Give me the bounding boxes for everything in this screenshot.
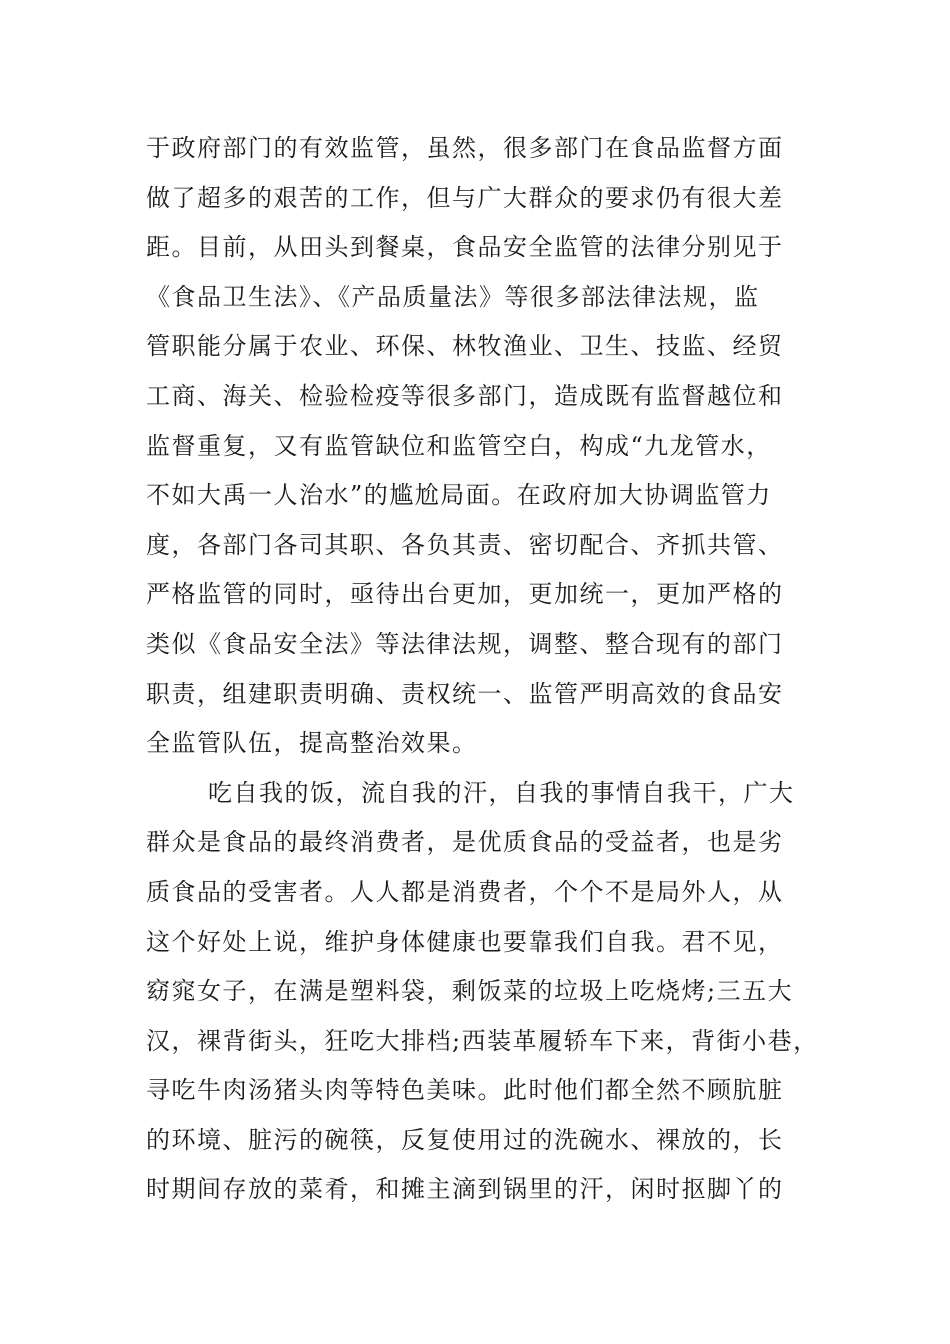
text-line: 职责，组建职责明确、责权统一、监管严明高效的食品安 [146, 679, 784, 708]
text-line: 距。目前，从田头到餐桌，食品安全监管的法律分别见于 [146, 233, 784, 262]
text-line: 做了超多的艰苦的工作，但与广大群众的要求仍有很大差 [146, 183, 784, 212]
body-text [146, 124, 826, 1215]
text-line: 管职能分属于农业、环保、林牧渔业、卫生、技监、经贸 [146, 332, 784, 361]
text-line: 时期间存放的菜肴，和摊主滴到锅里的汗，闲时抠脚丫的 [146, 1175, 784, 1204]
text-line: 寻吃牛肉汤猪头肉等特色美味。此时他们都全然不顾肮脏 [146, 1076, 784, 1105]
text-line: 工商、海关、检验检疫等很多部门，造成既有监督越位和 [146, 381, 784, 410]
text-line: 严格监管的同时，亟待出台更加，更加统一，更加严格的 [146, 580, 784, 609]
text-line: 窈窕女子，在满是塑料袋，剩饭菜的垃圾上吃烧烤;三五大 [146, 977, 794, 1006]
text-line: 的环境、脏污的碗筷，反复使用过的洗碗水、裸放的，长 [146, 1125, 784, 1154]
text-line: 监督重复，又有监管缺位和监管空白，构成“九龙管水， [146, 431, 772, 460]
text-line: 类似《食品安全法》等法律法规，调整、整合现有的部门 [146, 629, 784, 658]
text-line: 于政府部门的有效监管，虽然，很多部门在食品监督方面 [146, 134, 784, 162]
paragraph-first-line: 吃自我的饭，流自我的汗，自我的事情自我干，广大 [208, 778, 795, 807]
text-line: 汉，裸背街头，狂吃大排档;西装革履轿车下来，背街小巷， [146, 1026, 819, 1055]
text-line: 群众是食品的最终消费者，是优质食品的受益者，也是劣 [146, 828, 784, 857]
text-line: 《食品卫生法》、《产品质量法》等很多部法律法规，监 [146, 282, 760, 311]
text-line: 全监管队伍，提高整治效果。 [146, 729, 478, 758]
text-line: 不如大禹一人治水”的尴尬局面。在政府加大协调监管力 [146, 481, 772, 510]
text-line: 这个好处上说，维护身体健康也要靠我们自我。君不见， [146, 927, 784, 956]
text-line: 质食品的受害者。人人都是消费者，个个不是局外人，从 [146, 877, 784, 906]
text-line: 度，各部门各司其职、各负其责、密切配合、齐抓共管、 [146, 530, 784, 559]
